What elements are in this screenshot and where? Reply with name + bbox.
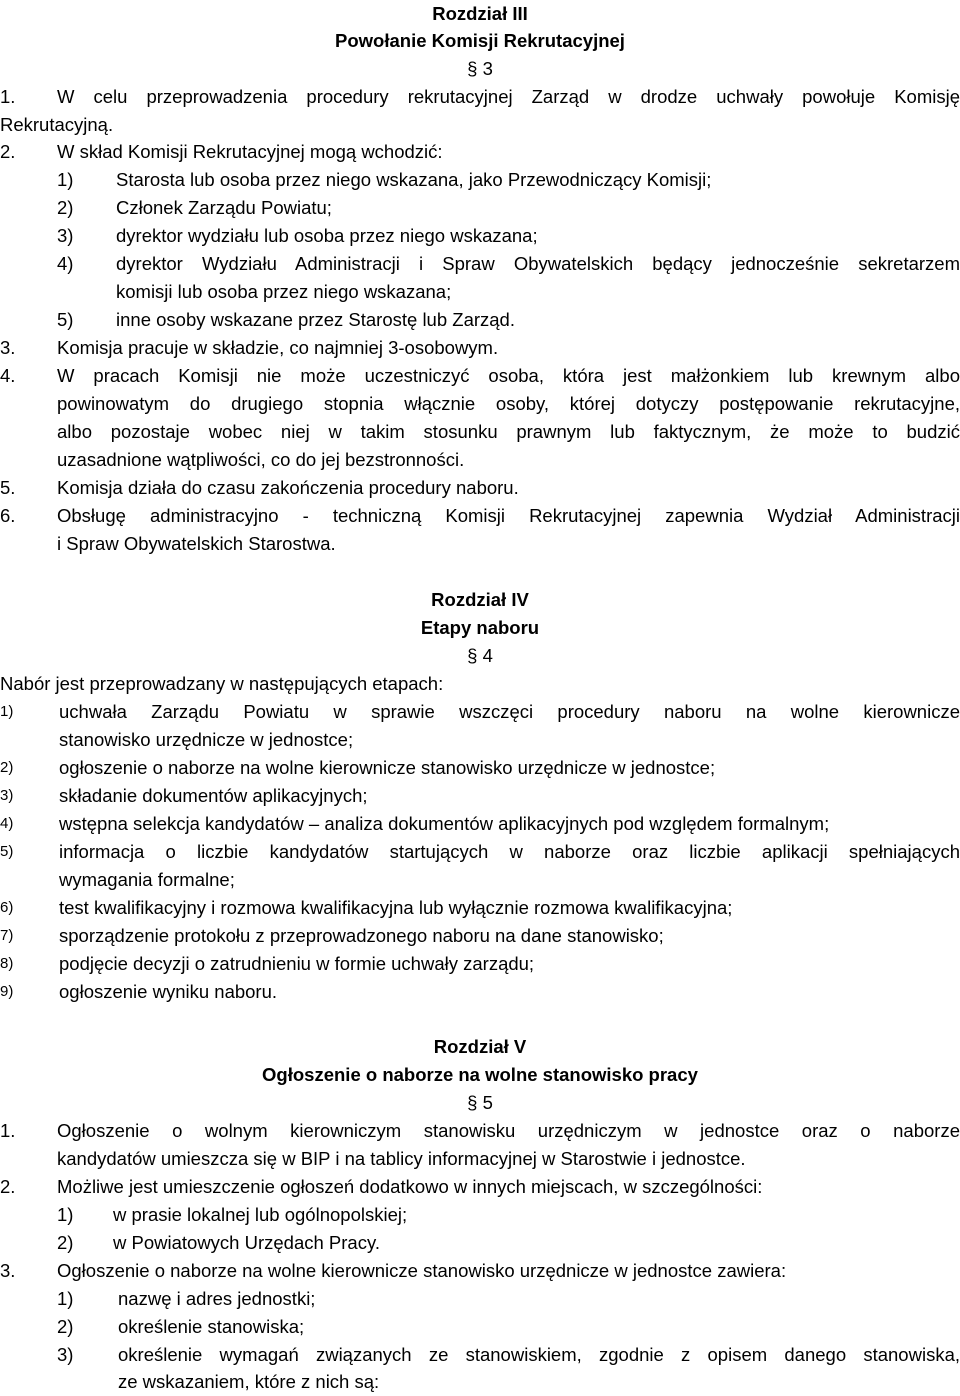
ch5-p3-item — [0, 1285, 960, 1313]
step-number: 7) — [0, 927, 14, 944]
step-text: podjęcie decyzji o zatrudnieniu w formie uchwały zarządu; — [59, 953, 535, 974]
step-item — [0, 838, 960, 866]
ch5-point-1-text: Ogłoszenie o wolnym kierowniczym stanowisku urzędniczym w jednostce oraz o naborze — [57, 1120, 960, 1141]
member-item — [0, 166, 960, 194]
step-text: ogłoszenie o naborze na wolne kierownicze stanowisko urzędnicze w jednostce; — [59, 757, 716, 778]
step-item — [0, 950, 960, 978]
step-item — [0, 978, 960, 1006]
step-number: 5) — [0, 843, 14, 860]
ch3-point-6-text-cont: i Spraw Obywatelskich Starostwa. — [57, 533, 336, 554]
ch3-point-1-cont — [0, 111, 960, 139]
chapter-4-title: Etapy naboru — [420, 617, 540, 638]
ch3-point-4-text-cont: uzasadnione wątpliwości, co do jej bezstronności. — [57, 449, 465, 470]
member-text: dyrektor wydziału lub osoba przez niego wskazana; — [116, 225, 538, 246]
step-text: informacja o liczbie kandydatów startujących w naborze oraz liczbie aplikacji spełniających — [59, 841, 960, 862]
ch5-p2-item-number: 1) — [57, 1204, 74, 1225]
member-item-cont — [0, 278, 960, 306]
ch5-p3-item-cont — [0, 1368, 960, 1396]
ch3-point-2-text: W skład Komisji Rekrutacyjnej mogą wchodzić: — [57, 141, 443, 162]
chapter-5-heading: Rozdział V — [433, 1036, 527, 1057]
step-item-cont — [0, 726, 960, 754]
member-item — [0, 222, 960, 250]
paragraph-4-sign: § 4 — [467, 645, 493, 666]
ch3-point-3 — [0, 334, 960, 362]
ch5-point-1-cont — [0, 1145, 960, 1173]
member-number: 5) — [57, 309, 74, 330]
ch3-point-4-cont — [0, 418, 960, 446]
ch3-point-6 — [0, 502, 960, 530]
ch5-p3-item — [0, 1341, 960, 1369]
ch3-point-4-cont — [0, 390, 960, 418]
member-item — [0, 250, 960, 278]
ch5-point-3 — [0, 1257, 960, 1285]
step-number: 9) — [0, 983, 14, 1000]
ch5-point-3-text: Ogłoszenie o naborze na wolne kierownicze stanowisko urzędnicze w jednostce zawiera: — [57, 1260, 787, 1281]
ch3-point-5-text: Komisja działa do czasu zakończenia procedury naboru. — [57, 477, 519, 498]
ch3-point-1 — [0, 83, 960, 111]
ch4-intro — [0, 670, 960, 698]
ch3-point-5 — [0, 474, 960, 502]
ch3-point-4-cont — [0, 446, 960, 474]
step-number: 8) — [0, 955, 14, 972]
ch5-point-2 — [0, 1173, 960, 1201]
ch3-point-4-text-cont: albo pozostaje wobec niej w takim stosunku prawnym lub faktycznym, że może to budzić — [57, 421, 960, 442]
ch3-point-1-text: W celu przeprowadzenia procedury rekrutacyjnej Zarząd w drodze uchwały powołuje Komisję — [57, 86, 960, 107]
ch3-point-4-text: W pracach Komisji nie może uczestniczyć osoba, która jest małżonkiem lub krewnym albo — [57, 365, 960, 386]
member-number: 1) — [57, 169, 74, 190]
ch5-point-1-number: 1. — [0, 1120, 16, 1141]
member-text: Starosta lub osoba przez niego wskazana, jako Przewodniczący Komisji; — [116, 169, 712, 190]
ch3-point-4 — [0, 362, 960, 390]
ch5-p3-item-number: 2) — [57, 1316, 74, 1337]
member-number: 3) — [57, 225, 74, 246]
ch5-p3-item-number: 3) — [57, 1344, 74, 1365]
step-item — [0, 810, 960, 838]
member-item — [0, 306, 960, 334]
step-item — [0, 922, 960, 950]
ch3-point-6-number: 6. — [0, 505, 16, 526]
ch5-p2-item-number: 2) — [57, 1232, 74, 1253]
step-item-cont — [0, 866, 960, 894]
ch3-point-6-text: Obsługę administracyjno - techniczną Komisji Rekrutacyjnej zapewnia Wydział Administracji — [57, 505, 960, 526]
chapter-5-title: Ogłoszenie o naborze na wolne stanowisko pracy — [262, 1064, 698, 1085]
ch5-p3-item-text: nazwę i adres jednostki; — [118, 1288, 316, 1309]
step-text: wstępna selekcja kandydatów – analiza dokumentów aplikacyjnych pod względem formalnym; — [59, 813, 830, 834]
ch5-point-2-text: Możliwe jest umieszczenie ogłoszeń dodatkowo w innych miejscach, w szczególności: — [57, 1176, 763, 1197]
member-text-cont: komisji lub osoba przez niego wskazana; — [116, 281, 452, 302]
chapter-3-heading: Rozdział III — [432, 3, 528, 24]
ch3-point-3-number: 3. — [0, 337, 16, 358]
member-text: dyrektor Wydziału Administracji i Spraw Obywatelskich będący jednocześnie sekretarzem — [116, 253, 960, 274]
paragraph-5-sign: § 5 — [467, 1092, 493, 1113]
step-text: uchwała Zarządu Powiatu w sprawie wszczęci procedury naboru na wolne kierownicze — [59, 701, 960, 722]
ch5-p3-item-text: określenie stanowiska; — [118, 1316, 305, 1337]
step-number: 2) — [0, 759, 14, 776]
ch5-point-3-number: 3. — [0, 1260, 16, 1281]
member-text: Członek Zarządu Powiatu; — [116, 197, 332, 218]
step-number: 3) — [0, 787, 14, 804]
step-text: sporządzenie protokołu z przeprowadzonego naboru na dane stanowisko; — [59, 925, 664, 946]
ch5-p3-item — [0, 1313, 960, 1341]
ch3-point-2 — [0, 138, 960, 166]
ch3-point-4-number: 4. — [0, 365, 16, 386]
ch3-point-2-number: 2. — [0, 141, 16, 162]
ch3-point-4-text-cont: powinowatym do drugiego stopnia włącznie osoby, której dotyczy postępowanie rekrutacyjne, — [57, 393, 960, 414]
member-text: inne osoby wskazane przez Starostę lub Zarząd. — [116, 309, 515, 330]
ch5-point-1 — [0, 1117, 960, 1145]
chapter-4-heading: Rozdział IV — [431, 589, 529, 610]
step-text-cont: wymagania formalne; — [59, 869, 235, 890]
step-text: test kwalifikacyjny i rozmowa kwalifikacyjna lub wyłącznie rozmowa kwalifikacyjna; — [59, 897, 733, 918]
step-item — [0, 754, 960, 782]
member-item — [0, 194, 960, 222]
member-number: 4) — [57, 253, 74, 274]
ch3-point-6-cont — [0, 530, 960, 558]
ch5-p2-item-text: w prasie lokalnej lub ogólnopolskiej; — [113, 1204, 408, 1225]
step-item — [0, 782, 960, 810]
ch5-point-1-text-cont: kandydatów umieszcza się w BIP i na tablicy informacyjnej w Starostwie i jednostce. — [57, 1148, 746, 1169]
ch5-p2-item — [0, 1201, 960, 1229]
step-item — [0, 698, 960, 726]
ch5-p3-item-text-cont: ze wskazaniem, które z nich są: — [118, 1371, 380, 1392]
step-text: ogłoszenie wyniku naboru. — [59, 981, 278, 1002]
ch3-point-1-text-cont: Rekrutacyjną. — [0, 114, 114, 135]
ch5-point-2-number: 2. — [0, 1176, 16, 1197]
step-item — [0, 894, 960, 922]
ch3-point-1-number: 1. — [0, 86, 16, 107]
step-number: 4) — [0, 815, 14, 832]
ch5-p3-item-text: określenie wymagań związanych ze stanowiskiem, zgodnie z opisem danego stanowiska, — [118, 1344, 960, 1365]
member-number: 2) — [57, 197, 74, 218]
step-text-cont: stanowisko urzędnicze w jednostce; — [59, 729, 354, 750]
step-number: 1) — [0, 703, 14, 720]
ch3-point-5-number: 5. — [0, 477, 16, 498]
paragraph-3-sign: § 3 — [467, 58, 493, 79]
chapter-3-title: Powołanie Komisji Rekrutacyjnej — [335, 30, 625, 51]
ch5-p3-item-number: 1) — [57, 1288, 74, 1309]
ch5-p2-item — [0, 1229, 960, 1257]
ch5-p2-item-text: w Powiatowych Urzędach Pracy. — [113, 1232, 380, 1253]
ch3-point-3-text: Komisja pracuje w składzie, co najmniej 3-osobowym. — [57, 337, 499, 358]
step-text: składanie dokumentów aplikacyjnych; — [59, 785, 368, 806]
ch4-intro-text: Nabór jest przeprowadzany w następujących etapach: — [0, 673, 444, 694]
step-number: 6) — [0, 899, 14, 916]
